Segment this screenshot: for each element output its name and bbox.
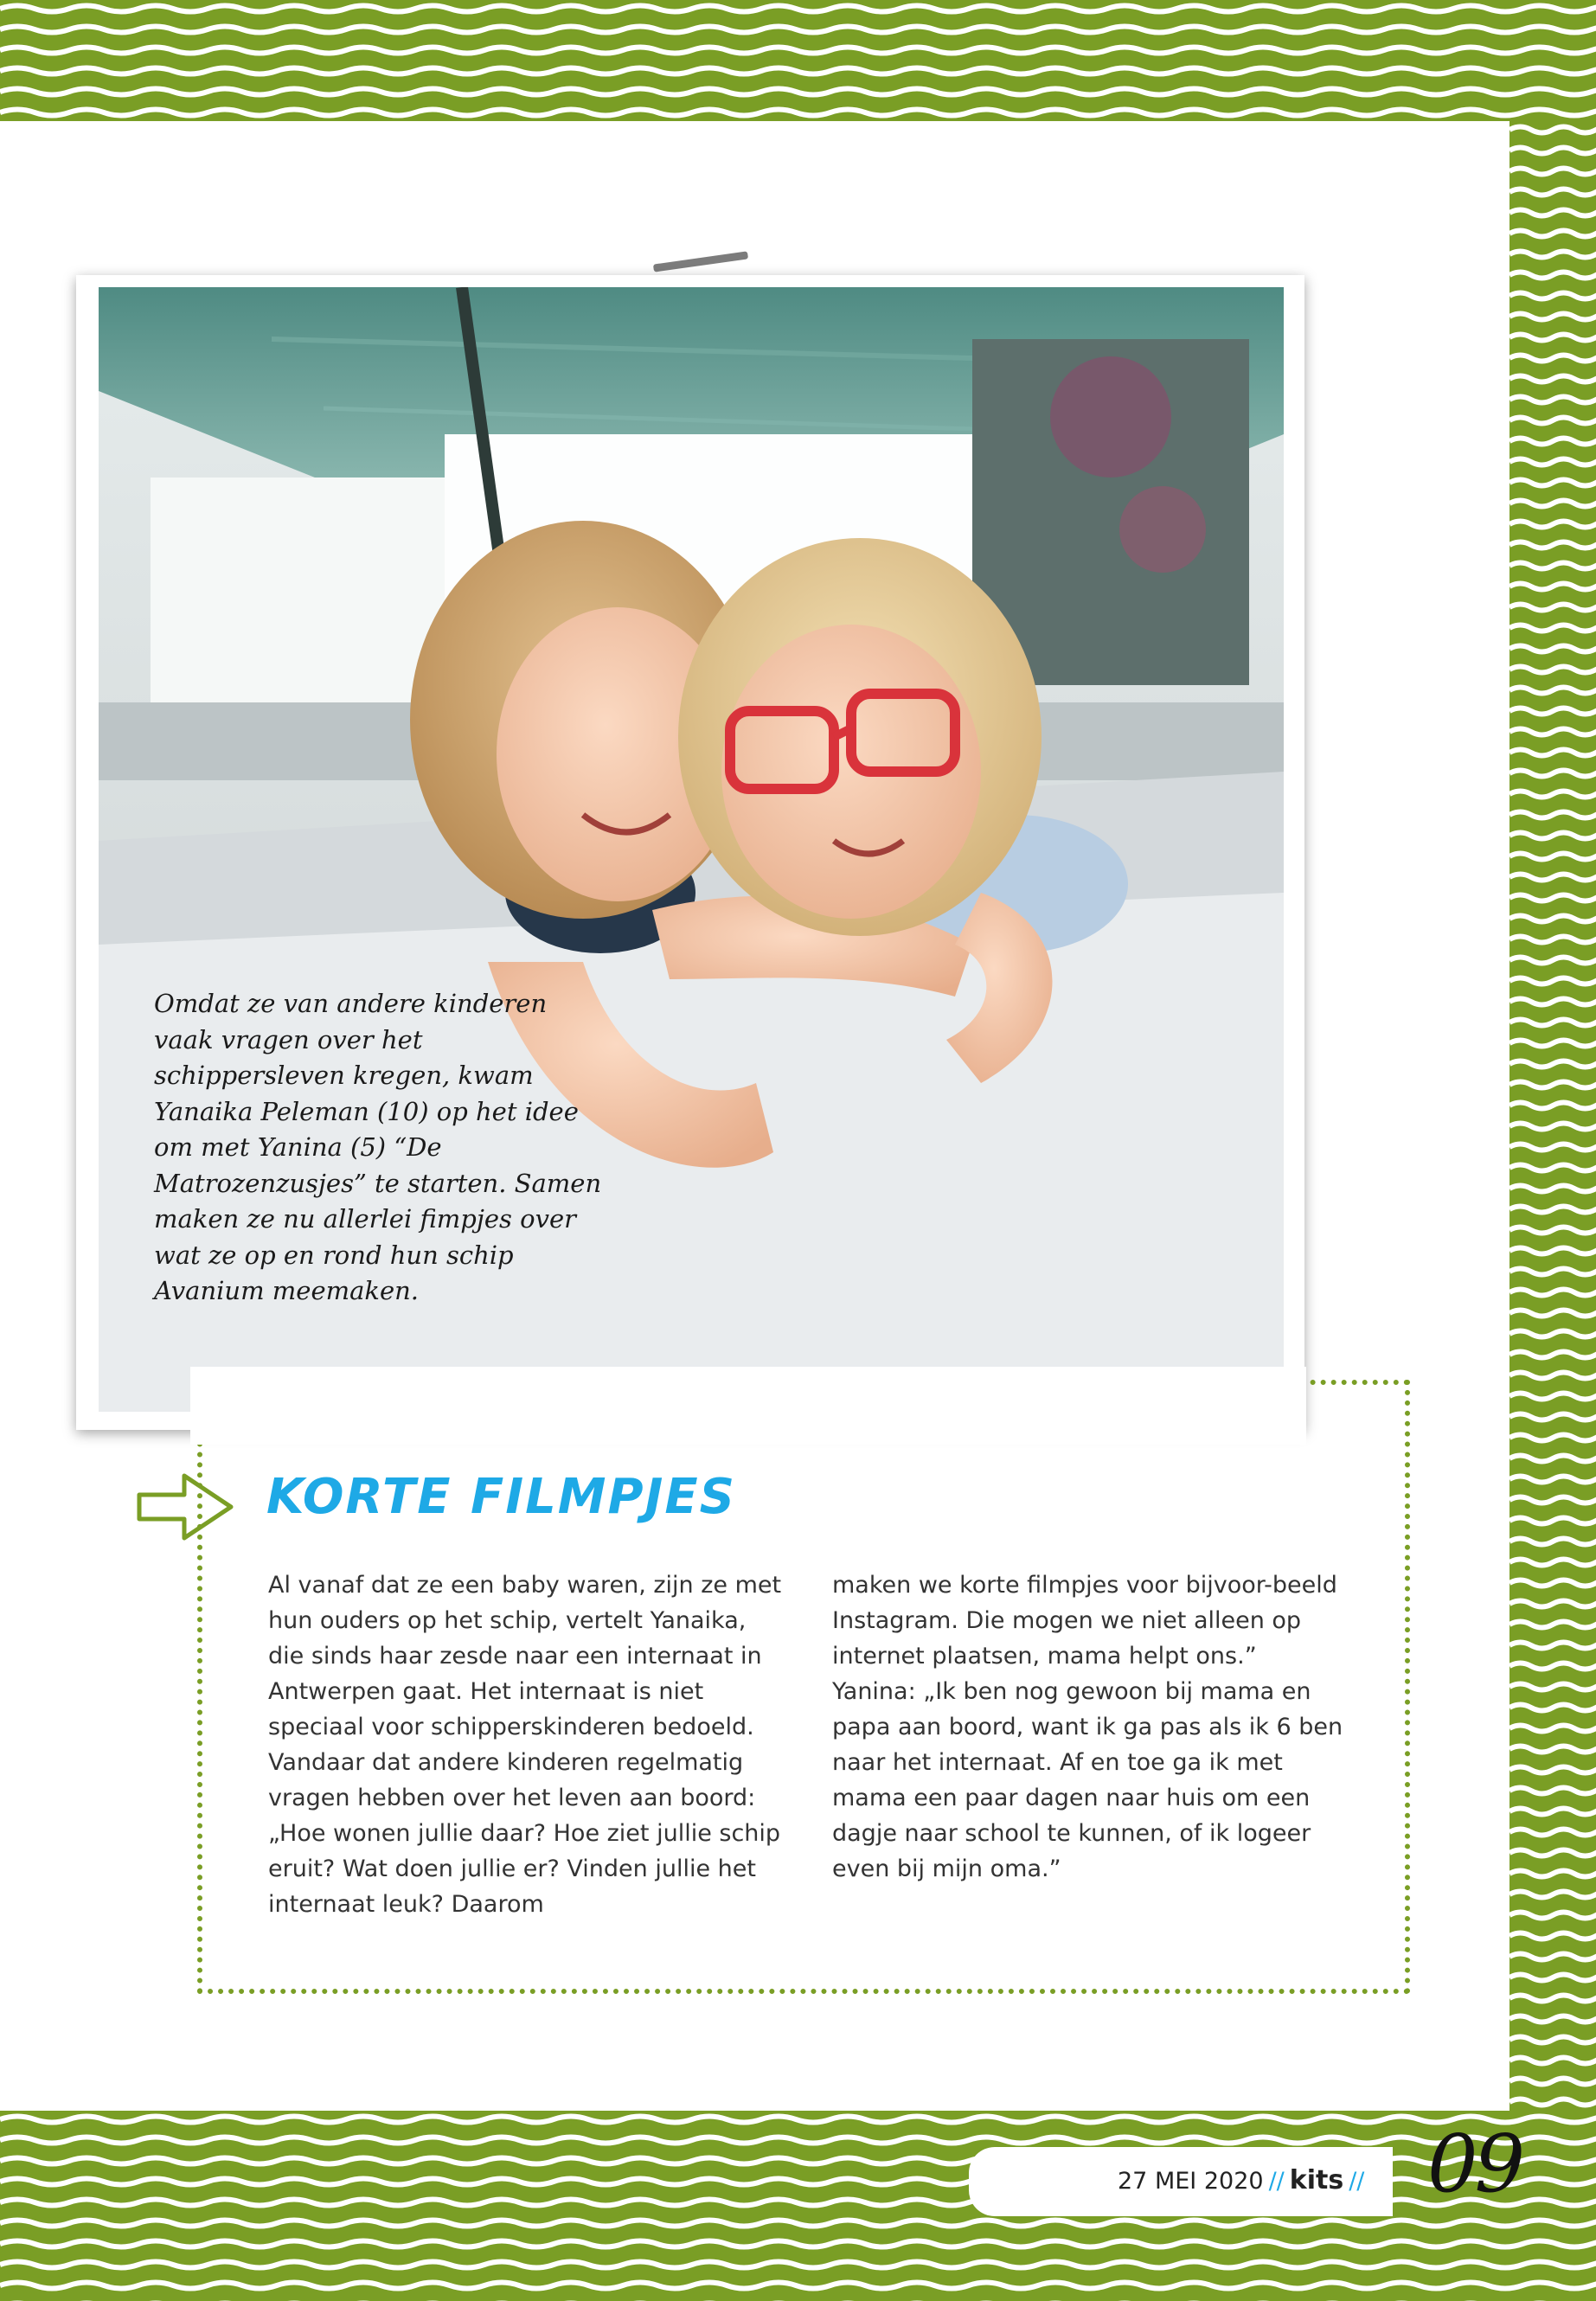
article-heading: KORTE FILMPJES <box>266 1469 736 1525</box>
magazine-brand: kits <box>1289 2165 1344 2195</box>
article-column-2: maken we korte filmpjes voor bijvoor-beeld Instagram. Die mogen we niet alleen op internet plaatsen, mama helpt ons.” Yanina: „Ik ben nog gewoon bij mama en papa aan boord, want ik ga pas als ik 6 ben naar het internaat. Af en toe ga ik met mama een paar dagen naar huis om een dagje naar school te kunnen, of ik logeer even bij mijn oma.” <box>832 1572 1343 1882</box>
photo-caption: Omdat ze van andere kinderen vaak vragen over het schippersleven kregen, kwam Yanaika Peleman (10) op het idee om met Yanina (5) “De Matrozenzusjes” te starten. Samen maken ze nu allerlei fimpjes over wat ze op en rond hun schip Avanium meemaken. <box>154 989 602 1305</box>
border-mask <box>190 1367 1306 1445</box>
footer-separator: // <box>1268 2168 1285 2195</box>
page-number: 09 <box>1427 2118 1522 2210</box>
arrow-right-icon <box>134 1471 236 1543</box>
footer-line <box>1118 2165 1369 2195</box>
top-wave-border <box>0 0 1596 121</box>
tape-strip <box>653 251 748 272</box>
footer-separator-end: // <box>1349 2168 1365 2195</box>
issue-date: 27 MEI 2020 <box>1118 2168 1264 2195</box>
right-band-pattern <box>1509 121 1596 2111</box>
article-column-1: Al vanaf dat ze een baby waren, zijn ze met hun ouders op het schip, vertelt Yanaika, die sinds haar zesde naar een internaat in Antwerpen gaat. Het internaat is niet speciaal voor schipperskinderen bedoeld. Vandaar dat andere kinderen regelmatig vragen hebben over het leven aan boord: „Hoe wonen jullie daar? Hoe ziet jullie schip eruit? Wat doen jullie er? Vinden jullie het internaat leuk? Daarom <box>268 1572 782 1918</box>
top-band-pattern <box>0 0 1596 121</box>
right-wave-border <box>1509 121 1596 2111</box>
